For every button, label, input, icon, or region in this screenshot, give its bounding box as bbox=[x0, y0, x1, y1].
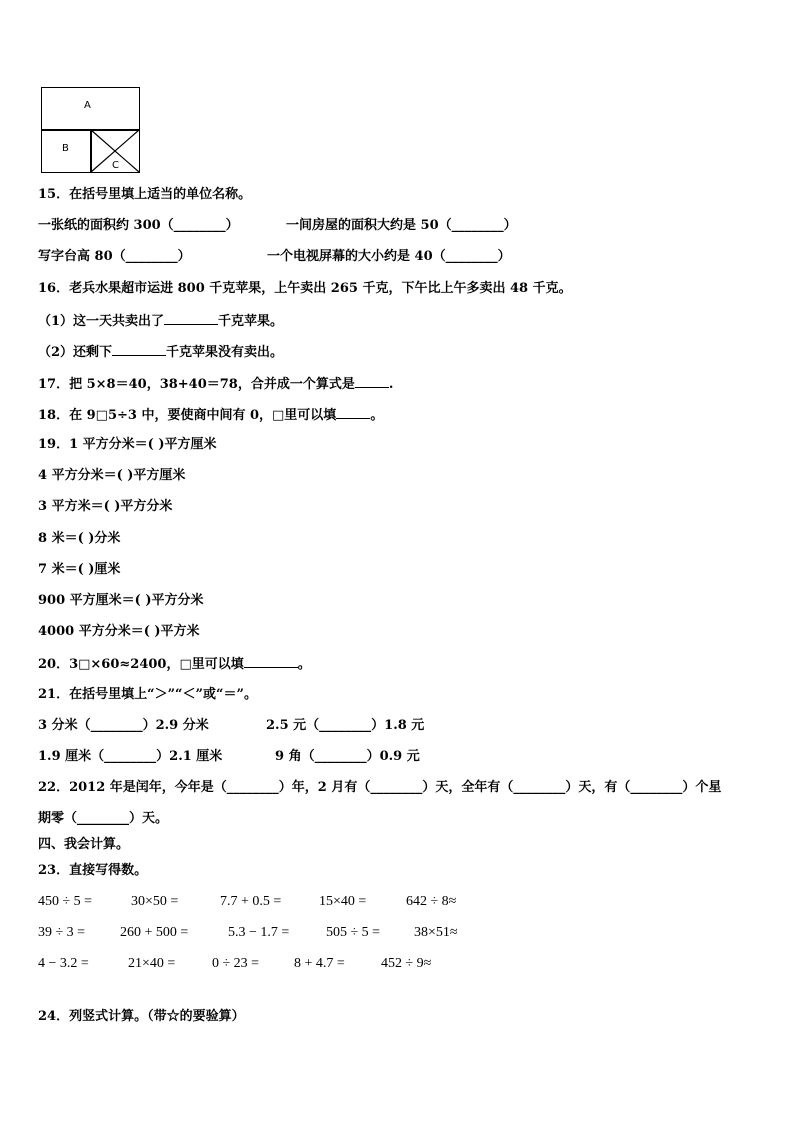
q17-suffix: . bbox=[388, 377, 394, 392]
q15-title: 15．在括号里填上适当的单位名称。 bbox=[38, 187, 252, 202]
q15-item-c[interactable]: 写字台高 80（________） bbox=[38, 249, 191, 264]
calc-item[interactable]: 5.3 − 1.7 = bbox=[228, 925, 290, 940]
q20-blank[interactable] bbox=[244, 654, 298, 668]
calc-item[interactable]: 0 ÷ 23 = bbox=[212, 956, 260, 971]
q18-suffix: 。 bbox=[370, 408, 384, 423]
calc-item[interactable]: 642 ÷ 8≈ bbox=[406, 894, 457, 909]
q16-title: 16．老兵水果超市运进 800 千克苹果，上午卖出 265 千克，下午比上午多卖出 48 千克。 bbox=[38, 281, 572, 296]
q20 bbox=[38, 654, 311, 674]
q21-item-c[interactable]: 1.9 厘米（________）2.1 厘米 bbox=[38, 749, 223, 764]
q18 bbox=[38, 405, 383, 425]
q19-line[interactable]: 19．1 平方分米＝( )平方厘米 bbox=[38, 437, 217, 452]
q21-title: 21．在括号里填上“＞”“＜”或“＝”。 bbox=[38, 687, 257, 702]
calc-item[interactable]: 21×40 = bbox=[128, 956, 176, 971]
q16-part1 bbox=[38, 311, 283, 331]
calc-item[interactable]: 7.7 + 0.5 = bbox=[220, 894, 282, 909]
q18-blank[interactable] bbox=[336, 405, 370, 419]
calc-item[interactable]: 450 ÷ 5 = bbox=[38, 894, 93, 909]
calc-item[interactable]: 39 ÷ 3 = bbox=[38, 925, 86, 940]
q23-title: 23．直接写得数。 bbox=[38, 863, 148, 878]
calc-item[interactable]: 8 + 4.7 = bbox=[294, 956, 345, 971]
q21-item-d[interactable]: 9 角（________）0.9 元 bbox=[275, 749, 420, 764]
calc-item[interactable]: 505 ÷ 5 = bbox=[326, 925, 381, 940]
calc-item[interactable]: 30×50 = bbox=[131, 894, 179, 909]
label-c: C bbox=[112, 160, 119, 171]
q19-line[interactable]: 3 平方米＝( )平方分米 bbox=[38, 499, 173, 514]
calc-item[interactable]: 452 ÷ 9≈ bbox=[381, 956, 432, 971]
calc-item[interactable]: 4 − 3.2 = bbox=[38, 956, 89, 971]
label-a: A bbox=[84, 100, 91, 111]
q21-item-a[interactable]: 3 分米（________）2.9 分米 bbox=[38, 718, 209, 733]
q16-part2-suffix: 千克苹果没有卖出。 bbox=[166, 345, 284, 360]
q19-line[interactable]: 8 米＝( )分米 bbox=[38, 531, 121, 546]
q16-part2-prefix: （2）还剩下 bbox=[38, 345, 113, 360]
q15-item-b[interactable]: 一间房屋的面积大约是 50（________） bbox=[286, 218, 517, 233]
q17-blank[interactable] bbox=[355, 374, 389, 388]
section-4-heading: 四、我会计算。 bbox=[38, 837, 130, 852]
q22-line1[interactable]: 22．2012 年是闰年，今年是（________）年，2 月有（________）天，全年有（________）天，有（________）个星 bbox=[38, 780, 722, 795]
q20-text: 20．3□×60≈2400，□里可以填 bbox=[38, 657, 244, 672]
q16-part1-prefix: （1）这一天共卖出了 bbox=[38, 314, 165, 329]
q18-text: 18．在 9□5÷3 中，要使商中间有 0，□里可以填 bbox=[38, 408, 337, 423]
q16-part2-blank[interactable] bbox=[112, 342, 166, 356]
q16-part2 bbox=[38, 342, 283, 362]
q17-text: 17．把 5×8＝40，38+40＝78，合并成一个算式是 bbox=[38, 377, 355, 392]
q20-suffix: 。 bbox=[297, 657, 311, 672]
q19-line[interactable]: 900 平方厘米＝( )平方分米 bbox=[38, 593, 204, 608]
q19-line[interactable]: 7 米＝( )厘米 bbox=[38, 562, 121, 577]
q17 bbox=[38, 374, 393, 394]
calc-item[interactable]: 38×51≈ bbox=[414, 925, 458, 940]
q16-part1-suffix: 千克苹果。 bbox=[218, 314, 284, 329]
q15-item-d[interactable]: 一个电视屏幕的大小约是 40（________） bbox=[267, 249, 511, 264]
q22-line2[interactable]: 期零（________）天。 bbox=[38, 811, 169, 826]
area-figure bbox=[41, 87, 140, 173]
q24-title: 24．列竖式计算。（带☆的要验算） bbox=[38, 1009, 245, 1024]
q19-line[interactable]: 4 平方分米＝( )平方厘米 bbox=[38, 468, 186, 483]
calc-item[interactable]: 15×40 = bbox=[319, 894, 367, 909]
q15-item-a[interactable]: 一张纸的面积约 300（________） bbox=[38, 218, 239, 233]
calc-item[interactable]: 260 + 500 = bbox=[120, 925, 189, 940]
q21-item-b[interactable]: 2.5 元（________）1.8 元 bbox=[266, 718, 425, 733]
q19-line[interactable]: 4000 平方分米＝( )平方米 bbox=[38, 624, 200, 639]
label-b: B bbox=[62, 143, 69, 154]
q16-part1-blank[interactable] bbox=[164, 311, 218, 325]
